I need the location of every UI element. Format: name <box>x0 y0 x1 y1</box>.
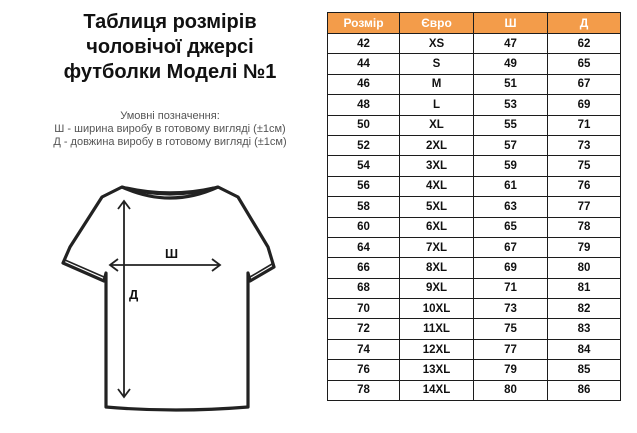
cell-euro: 2XL <box>400 135 474 155</box>
cell-euro: 12XL <box>400 339 474 359</box>
table-row <box>328 54 621 74</box>
cell-size: 54 <box>328 156 400 176</box>
cell-size: 78 <box>328 380 400 400</box>
header-width: Ш <box>474 13 548 34</box>
cell-euro: 8XL <box>400 258 474 278</box>
cell-size: 56 <box>328 176 400 196</box>
tshirt-diagram <box>60 175 280 415</box>
cell-euro: 3XL <box>400 156 474 176</box>
cell-length: 85 <box>548 360 621 380</box>
cell-size: 44 <box>328 54 400 74</box>
cell-euro: 6XL <box>400 217 474 237</box>
table-row <box>328 135 621 155</box>
tshirt-outline <box>63 187 274 410</box>
table-row <box>328 278 621 298</box>
cell-euro: 13XL <box>400 360 474 380</box>
cell-length: 76 <box>548 176 621 196</box>
legend-length-note: Д - довжина виробу в готовому вигляді (±1см) <box>53 136 287 148</box>
cell-length: 67 <box>548 74 621 94</box>
cell-euro: S <box>400 54 474 74</box>
cell-length: 82 <box>548 299 621 319</box>
title-line-2: чоловічої джерсі <box>86 36 254 58</box>
table-row <box>328 156 621 176</box>
cell-euro: 9XL <box>400 278 474 298</box>
cell-width: 79 <box>474 360 548 380</box>
cell-euro: 4XL <box>400 176 474 196</box>
table-header-row <box>328 13 621 34</box>
length-label: Д <box>129 287 139 302</box>
cell-euro: XL <box>400 115 474 135</box>
cell-size: 68 <box>328 278 400 298</box>
cell-size: 52 <box>328 135 400 155</box>
cell-euro: XS <box>400 34 474 54</box>
cell-width: 51 <box>474 74 548 94</box>
legend-width-note: Ш - ширина виробу в готовому вигляді (±1см) <box>54 123 286 135</box>
table-row <box>328 217 621 237</box>
table-row <box>328 299 621 319</box>
cell-length: 78 <box>548 217 621 237</box>
cell-length: 84 <box>548 339 621 359</box>
table-row <box>328 237 621 257</box>
cell-width: 47 <box>474 34 548 54</box>
cell-length: 77 <box>548 197 621 217</box>
cell-size: 70 <box>328 299 400 319</box>
table-row <box>328 360 621 380</box>
table-row <box>328 319 621 339</box>
cell-width: 69 <box>474 258 548 278</box>
cell-euro: L <box>400 95 474 115</box>
cell-length: 79 <box>548 237 621 257</box>
cell-width: 57 <box>474 135 548 155</box>
cell-length: 83 <box>548 319 621 339</box>
cell-width: 63 <box>474 197 548 217</box>
header-size: Розмір <box>328 13 400 34</box>
cell-size: 74 <box>328 339 400 359</box>
table-row <box>328 95 621 115</box>
cell-size: 48 <box>328 95 400 115</box>
table-row <box>328 197 621 217</box>
table-row <box>328 380 621 400</box>
cell-length: 80 <box>548 258 621 278</box>
table-row <box>328 34 621 54</box>
cell-length: 65 <box>548 54 621 74</box>
table-row <box>328 74 621 94</box>
cell-length: 62 <box>548 34 621 54</box>
cell-width: 61 <box>474 176 548 196</box>
cell-euro: 5XL <box>400 197 474 217</box>
cell-width: 65 <box>474 217 548 237</box>
cell-length: 86 <box>548 380 621 400</box>
cell-length: 73 <box>548 135 621 155</box>
cell-euro: 14XL <box>400 380 474 400</box>
cell-length: 71 <box>548 115 621 135</box>
cell-length: 81 <box>548 278 621 298</box>
cell-length: 69 <box>548 95 621 115</box>
table-row <box>328 339 621 359</box>
cell-width: 53 <box>474 95 548 115</box>
cell-euro: M <box>400 74 474 94</box>
table-row <box>328 115 621 135</box>
cell-size: 66 <box>328 258 400 278</box>
cell-euro: 7XL <box>400 237 474 257</box>
cell-size: 58 <box>328 197 400 217</box>
header-length: Д <box>548 13 621 34</box>
cell-width: 59 <box>474 156 548 176</box>
title-line-3: футболки Моделі №1 <box>63 61 277 83</box>
cell-size: 46 <box>328 74 400 94</box>
page-title <box>20 10 320 85</box>
cell-euro: 11XL <box>400 319 474 339</box>
cell-width: 77 <box>474 339 548 359</box>
cell-size: 76 <box>328 360 400 380</box>
cell-width: 80 <box>474 380 548 400</box>
cell-width: 55 <box>474 115 548 135</box>
cell-width: 75 <box>474 319 548 339</box>
cell-size: 72 <box>328 319 400 339</box>
cell-size: 60 <box>328 217 400 237</box>
cell-width: 73 <box>474 299 548 319</box>
cell-size: 50 <box>328 115 400 135</box>
legend <box>20 110 320 149</box>
legend-heading: Умовні позначення: <box>120 110 220 122</box>
cell-width: 49 <box>474 54 548 74</box>
header-euro: Євро <box>400 13 474 34</box>
cell-length: 75 <box>548 156 621 176</box>
title-line-1: Таблиця розмірів <box>83 11 257 33</box>
width-label: Ш <box>165 246 179 261</box>
cell-size: 42 <box>328 34 400 54</box>
cell-euro: 10XL <box>400 299 474 319</box>
size-table <box>327 12 621 401</box>
table-row <box>328 258 621 278</box>
cell-width: 71 <box>474 278 548 298</box>
cell-size: 64 <box>328 237 400 257</box>
table-row <box>328 176 621 196</box>
cell-width: 67 <box>474 237 548 257</box>
